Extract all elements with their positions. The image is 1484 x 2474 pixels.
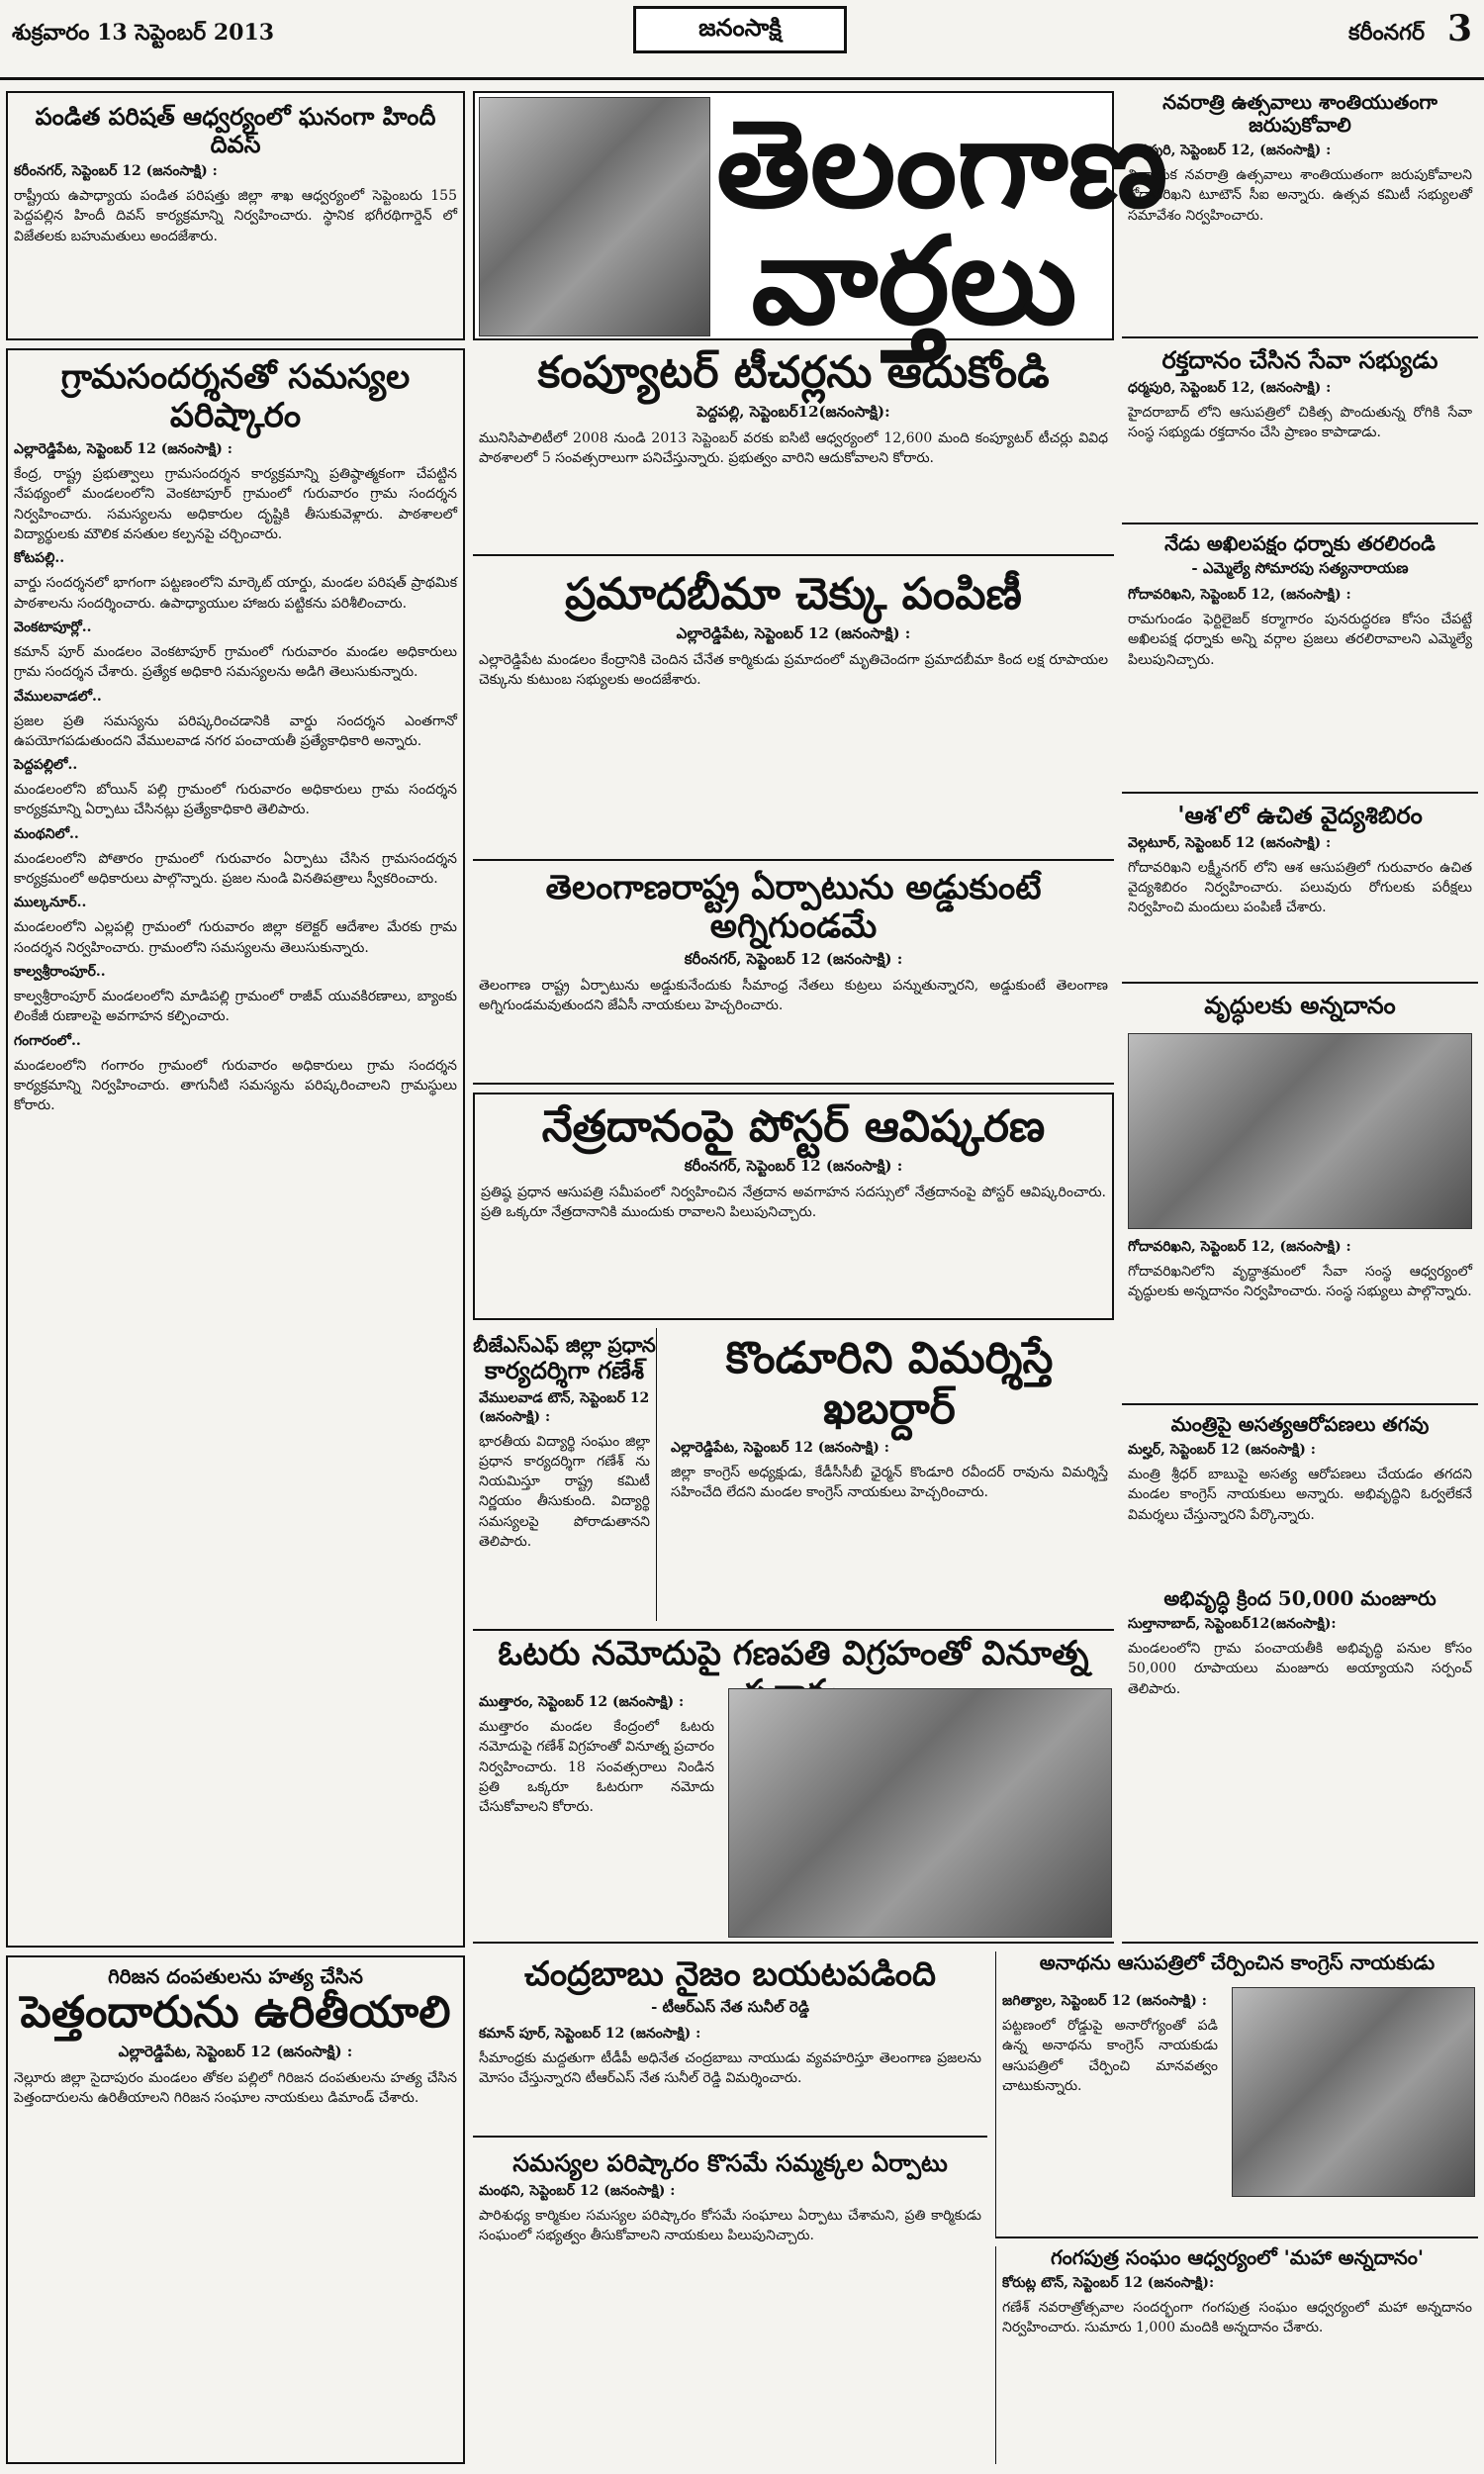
- subhead: కాల్వశ్రీరాంపూర్..: [14, 963, 106, 980]
- dateline: కోరుట్ల టౌన్, సెప్టెంబర్ 12 (జనంసాక్షి):: [1002, 2275, 1215, 2291]
- ganesh-idol-photo: [728, 1688, 1112, 1938]
- article-body: తెలంగాణ రాష్ట్ర ఏర్పాటును అడ్డుకునేందుకు సీమాంధ్ర నేతలు కుట్రలు పన్నుతున్నారని, అడ్డుకుంటే తెలంగాణ అగ్నిగుండమవుతుందని జేఏసీ నాయకులు హెచ్చరించారు.: [479, 978, 1108, 1014]
- dateline: ఎల్లారెడ్డిపేట, సెప్టెంబర్ 12 (జనంసాక్షి) :: [676, 623, 911, 642]
- article-body: నెల్లూరు జిల్లా సైదాపురం మండలం తోకల పల్లిలో గిరిజన దంపతులను హత్య చేసిన పెత్తందారులను ఉరితీయాలని గిరిజన సంఘాల నాయకులు డిమాండ్ చేశారు.: [14, 2069, 457, 2106]
- article-body: మండలంలోని బోయిన్ పల్లి గ్రామంలో గురువారం అధికారులు గ్రామ సందర్శన కార్యక్రమాన్ని ఏర్పాటు చేసినట్లు ప్రత్యేకాధికారి తెలిపారు.: [14, 782, 457, 818]
- banner-line-2: వార్తలు: [751, 209, 1077, 351]
- article-body: జిల్లా కాంగ్రెస్ అధ్యక్షుడు, కేడీసీసీబీ ఛైర్మన్ కొండూరి రవీందర్ రావును విమర్శిస్తే సహించేది లేదని మండల కాంగ్రెస్ నాయకులు హెచ్చరించారు.: [671, 1465, 1108, 1501]
- article-body: ముత్తారం మండల కేంద్రంలో ఓటరు నమోదుపై గణేశ్ విగ్రహంతో వినూత్న ప్రచారం నిర్వహించారు. 18 సంవత్సరాలు నిండిన ప్రతి ఒక్కరూ ఓటరుగా నమోదు చేసుకోవాలని కోరారు.: [479, 1719, 714, 1816]
- kicker: గిరిజన దంపతులను హత్య చేసిన: [108, 1964, 363, 1988]
- dateline: ధర్మపురి, సెప్టెంబర్ 12, (జనంసాక్షి) :: [1128, 379, 1332, 396]
- dateline: ముత్తారం, సెప్టెంబర్ 12 (జనంసాక్షి) :: [479, 1694, 685, 1710]
- article-body: కాల్వశ్రీరాంపూర్ మండలంలోని మాడిపల్లి గ్రామంలో రాజీవ్ యువకిరణాలు, బ్యాంకు లింకేజీ రుణాలపై అవగాహన కల్పించారు.: [14, 988, 457, 1025]
- article-hindi-divas: [6, 91, 465, 340]
- elderly-food-photo: [1128, 1033, 1472, 1229]
- headline: నవరాత్రి ఉత్సవాలు శాంతియుతంగా జరుపుకోవాలి: [1162, 90, 1438, 137]
- banner-text: [716, 92, 1168, 351]
- headline: మంత్రిపై అసత్యఆరోపణలు తగవు: [1170, 1412, 1430, 1436]
- dateline: కరీంనగర్, సెప్టెంబర్ 12 (జనంసాక్షి) :: [684, 950, 903, 969]
- dateline: వేములవాడ టౌన్, సెప్టెంబర్ 12 (జనంసాక్షి) :: [479, 1389, 650, 1425]
- headline: కంప్యూటర్ టీచర్లను ఆదుకోండి: [537, 347, 1050, 398]
- article-navaratri: [1122, 91, 1478, 338]
- article-body: గోదావరిఖనిలోని వృద్ధాశ్రమంలో సేవా సంస్థ ఆధ్వర్యంలో వృద్ధులకు అన్నదానం నిర్వహించారు. సంస్థ సభ్యులు పాల్గొన్నారు.: [1128, 1264, 1472, 1300]
- article-body: మునిసిపాలిటీలో 2008 నుండి 2013 సెప్టెంబర్ వరకు ఐసిటి ఆధ్వర్యంలో 12,600 మంది కంప్యూటర్ టీచర్లు వివిధ పాఠశాలలో 5 సంవత్సరాలుగా పనిచేస్తున్నారు. ప్రభుత్వం వారిని ఆదుకోవాలని కోరారు.: [479, 429, 1108, 466]
- article-body: ప్రజల ప్రతి సమస్యను పరిష్కరించడానికి వార్డు సందర్శన ఎంతగానో ఉపయోగపడుతుందని వేములవాడ నగర పంచాయతీ ప్రత్యేకాధికారి అన్నారు.: [14, 713, 457, 749]
- dateline: సుల్తానాబాద్, సెప్టెంబర్12(జనంసాక్షి):: [1128, 1616, 1337, 1632]
- article-body: ఎల్లారెడ్డిపేట మండలం కేంద్రానికి చెందిన చేనేత కార్మికుడు ప్రమాదంలో మృతిచెందగా ప్రమాదబీమా కింద లక్ష రూపాయల చెక్కును కుటుంబ సభ్యులకు అందజేశారు.: [479, 651, 1108, 688]
- article-eye-donation: [473, 1093, 1114, 1320]
- dateline: ఎల్లారెడ్డిపేట, సెప్టెంబర్ 12 (జనంసాక్షి) :: [118, 2042, 353, 2060]
- article-body: సీమాంధ్రకు మద్దతుగా టీడీపీ అధినేత చంద్రబాబు నాయుడు వ్యవహరిస్తూ తెలంగాణ ప్రజలను మోసం చేస్తున్నారని టీఆర్ఎస్ నేత సునీల్ రెడ్డి విమర్శించారు.: [479, 2050, 981, 2087]
- article-voter-registration: [473, 1629, 1114, 1944]
- elderly-text: [1122, 1233, 1478, 1306]
- headline: చంద్రబాబు నైజం బయటపడింది: [524, 1954, 936, 1994]
- fort-photo: [479, 97, 710, 336]
- article-body: రాష్ట్రీయ ఉపాధ్యాయ పండిత పరిషత్తు జిల్లా శాఖ ఆధ్వర్యంలో సెప్టెంబరు 155 పెద్దపల్లిన హిందీ దివస్ కార్యక్రమాన్ని నిర్వహించారు. స్థానిక భగీరథిగార్డెన్ లో విజేతలకు బహుమతులు అందజేశారు.: [14, 188, 457, 244]
- dateline: జగిత్యాల, సెప్టెంబర్ 12 (జనంసాక్షి) :: [1002, 1993, 1207, 2009]
- masthead: [0, 0, 1484, 80]
- article-problems-solution: [473, 2145, 987, 2464]
- headline: తెలంగాణరాష్ట్ర ఏర్పాటును అడ్డుకుంటే అగ్నిగుండమే: [545, 868, 1042, 947]
- article-body: హైదరాబాద్ లోని ఆసుపత్రిలో చికిత్స పొందుతున్న రోగికి సేవా సంస్థ సభ్యుడు రక్తదానం చేసి ప్రాణం కాపాడాడు.: [1128, 404, 1472, 440]
- dateline: ఎల్లారెడ్డిపేట, సెప్టెంబర్ 12 (జనంసాక్షి) :: [14, 441, 232, 458]
- article-minister-allegations: [1122, 1413, 1478, 1579]
- article-accident-insurance: [473, 564, 1114, 861]
- dateline: పెద్దపల్లి, సెప్టెంబర్12(జనంసాక్షి):: [696, 402, 890, 421]
- subhead: కోటపల్లి..: [14, 550, 65, 567]
- article-body: భారతీయ విద్యార్థి సంఘం జిల్లా ప్రధాన కార్యదర్శిగా గణేశ్ ను నియమిస్తూ రాష్ట్ర కమిటీ నిర్ణయం తీసుకుంది. విద్యార్థి సమస్యలపై పోరాడుతానని తెలిపారు.: [479, 1433, 650, 1551]
- headline: నేడు అఖిలపక్షం ధర్నాకు తరలిరండి: [1164, 531, 1436, 555]
- headline: గ్రామసందర్శనతో సమస్యల పరిష్కారం: [60, 357, 411, 436]
- subhead: ముల్కనూర్..: [14, 895, 87, 911]
- article-elderly-food: [1122, 992, 1478, 1405]
- dateline: ఎల్లారెడ్డిపేట, సెప్టెంబర్ 12 (జనంసాక్షి) :: [671, 1440, 889, 1457]
- headline: అనాథను ఆసుపత్రిలో చేర్పించిన కాంగ్రెస్ నాయకుడు: [1039, 1951, 1436, 1974]
- article-telangana-state: [473, 869, 1114, 1085]
- article-chandrababu: [473, 1951, 987, 2138]
- headline: అభివృద్ధి క్రింద 50,000 మంజూరు: [1163, 1586, 1437, 1610]
- subhead: వెంకటాపూర్లో..: [14, 618, 92, 635]
- article-body: వార్డు సందర్శనలో భాగంగా పట్టణంలోని మార్కెట్ యార్డు, మండల పరిషత్ ప్రాథమిక పాఠశాలను సందర్శించారు. ఉపాధ్యాయుల హాజరు పట్టికను పరిశీలించారు.: [14, 575, 457, 612]
- orphan-text: [996, 1987, 1224, 2100]
- banner-line-1: తెలంగాణ: [716, 92, 1168, 235]
- orphan-photo: [1232, 1987, 1475, 2197]
- article-bjsf-secretary: [473, 1328, 657, 1621]
- article-body: మండలంలోని గ్రామ పంచాయతీకి అభివృద్ధి పనుల కోసం 50,000 రూపాయలు మంజూరు అయ్యాయని సర్పంచ్ తెలిపారు.: [1128, 1641, 1472, 1697]
- article-blood-donation: [1122, 346, 1478, 524]
- dateline: వెల్గటూర్, సెప్టెంబర్ 12 (జనంసాక్షి) :: [1128, 834, 1332, 851]
- issue-date: శుక్రవారం 13 సెప్టెంబర్ 2013: [12, 20, 275, 46]
- dateline: మంథని, సెప్టెంబర్ 12 (జనంసాక్షి) :: [479, 2182, 676, 2199]
- kicker: బీజేఎస్ఎఫ్ జిల్లా ప్రధాన: [473, 1333, 656, 1357]
- headline: ఓటరు నమోదుపై గణపతి విగ్రహంతో వినూత్న: [498, 1634, 1089, 1673]
- edition-city: కరీంనగర్: [1347, 20, 1425, 46]
- headline: కొండూరిని విమర్శిస్తే ఖబర్దార్: [725, 1333, 1054, 1434]
- byline: - టీఆర్ఎస్ నేత సునీల్ రెడ్డి: [651, 1998, 809, 2017]
- page-number: 3: [1446, 8, 1472, 49]
- dateline: కరీంనగర్, సెప్టెంబర్ 12 (జనంసాక్షి) :: [14, 163, 218, 180]
- headline: పెత్తందారును ఉరితీయాలి: [20, 1987, 451, 2038]
- dateline: కరీంనగర్, సెప్టెంబర్ 12 (జనంసాక్షి) :: [684, 1156, 903, 1175]
- article-konduri-warning: [665, 1328, 1114, 1621]
- headline: కార్యదర్శిగా గణేశ్: [484, 1356, 645, 1384]
- article-body: పారిశుధ్య కార్మికుల సమస్యల పరిష్కారం కోసమే సంఘాలు ఏర్పాటు చేశామని, ప్రతి కార్మికుడు సంఘంలో సభ్యత్వం తీసుకోవాలని నాయకులు పిలుపునిచ్చారు.: [479, 2207, 981, 2243]
- dateline: మల్హర్, సెప్టెంబర్ 12 (జనంసాక్షి) :: [1128, 1442, 1316, 1458]
- article-village-visit: [6, 348, 465, 1948]
- subhead: వేములవాడలో..: [14, 688, 102, 705]
- headline: గంగపుత్ర సంఘం ఆధ్వర్యంలో 'మహా అన్నదానం': [1050, 2245, 1425, 2269]
- article-orphan-hospital: [995, 1951, 1478, 2238]
- article-body: మండలంలోని ఎల్లపల్లి గ్రామంలో గురువారం జిల్లా కలెక్టర్ ఆదేశాల మేరకు గ్రామ సందర్శన నిర్వహించారు. గ్రామంలోని సమస్యలను తెలుసుకున్నారు.: [14, 919, 457, 956]
- headline: రక్తదానం చేసిన సేవా సభ్యుడు: [1161, 345, 1438, 374]
- headline: వృద్ధులకు అన్నదానం: [1204, 991, 1396, 1019]
- newspaper-logo: జనంసాక్షి: [633, 6, 847, 53]
- article-body: గోదావరిఖని లక్ష్మీనగర్ లోని ఆశ ఆసుపత్రిలో గురువారం ఉచిత వైద్యశిబిరం నిర్వహించారు. పలువురు రోగులకు పరీక్షలు నిర్వహించి మందులు పంపిణీ చేశారు.: [1128, 859, 1472, 916]
- article-body: మండలంలోని పోతారం గ్రామంలో గురువారం ఏర్పాటు చేసిన గ్రామసందర్శన కార్యక్రమంలో అధికారులు పాల్గొన్నారు. ప్రజల నుండి వినతిపత్రాలు స్వీకరించారు.: [14, 850, 457, 888]
- telangana-news-banner: [473, 91, 1168, 351]
- article-body: మంత్రి శ్రీధర్ బాబుపై అసత్య ఆరోపణలు చేయడం తగదని మండల కాంగ్రెస్ నాయకులు అన్నారు. అభివృద్ధిని ఓర్వలేకనే విమర్శలు చేస్తున్నారని పేర్కొన్నారు.: [1128, 1467, 1472, 1523]
- dateline: కమాన్ పూర్, సెప్టెంబర్ 12 (జనంసాక్షి) :: [479, 2026, 701, 2043]
- article-all-party-dharna: [1122, 532, 1478, 794]
- article-body: వినాయక నవరాత్రి ఉత్సవాలు శాంతియుతంగా జరుపుకోవాలని గోదావరిఖని టూటౌన్ సీఐ అన్నారు. ఉత్సవ కమిటీ సభ్యులతో సమావేశం నిర్వహించారు.: [1128, 167, 1472, 224]
- article-tribal-couple: [6, 1955, 465, 2464]
- subhead: పెద్దపల్లిలో..: [14, 757, 78, 774]
- article-body: గణేశ్ నవరాత్రోత్సవాల సందర్భంగా గంగపుత్ర సంఘం ఆధ్వర్యంలో మహా అన్నదానం నిర్వహించారు. సుమారు 1,000 మందికి అన్నదానం చేశారు.: [1002, 2300, 1472, 2336]
- article-computer-teachers: [473, 348, 1114, 556]
- headline: నేత్రదానంపై పోస్టర్ ఆవిష్కరణ: [541, 1101, 1046, 1152]
- article-free-medical-camp: [1122, 802, 1478, 984]
- byline: - ఎమ్మెల్యే సోమారపు సత్యనారాయణ: [1191, 559, 1409, 577]
- article-body: కేంద్ర, రాష్ట్ర ప్రభుత్వాలు గ్రామసందర్శన కార్యక్రమాన్ని ప్రతిష్ఠాత్మకంగా చేపట్టిన నేపథ్యంలో మండలంలోని వెంకటాపూర్ గ్రామంలో గురువారం గ్రామ సందర్శన నిర్వహించారు. సమస్యలను అధికారుల దృష్టికి తీసుకువెళ్లారు. పాఠశాలలో విద్యార్థులకు మౌలిక వసతుల కల్పనపై చర్చించారు.: [14, 466, 457, 543]
- headline: పండిత పరిషత్ ఆధ్వర్యంలో ఘనంగా హిందీ దివస్: [35, 102, 436, 158]
- headline: ప్రమాదబీమా చెక్కు పంపిణీ: [565, 569, 1022, 619]
- article-body: రామగుండం ఫెర్టిలైజర్ కర్మాగారం పునరుద్ధరణ కోసం చేపట్టే అఖిలపక్ష ధర్నాకు అన్ని వర్గాల ప్రజలు తరలిరావాలని ఎమ్మెల్యే పిలుపునిచ్చారు.: [1128, 612, 1472, 668]
- headline: 'ఆశ'లో ఉచిత వైద్యశిబిరం: [1177, 801, 1423, 829]
- article-gangaputra-annadanam: [995, 2246, 1478, 2464]
- article-body: కమాన్ పూర్ మండలం వెంకటాపూర్ గ్రామంలో గురువారం మండల అధికారులు గ్రామ సందర్శన చేశారు. ప్రత్యేక అధికారి సమస్యలను అడిగి తెలుసుకున్నారు.: [14, 643, 457, 681]
- subhead: మంథనిలో..: [14, 825, 79, 842]
- article-body: పట్టణంలో రోడ్డుపై అనారోగ్యంతో పడి ఉన్న అనాథను కాంగ్రెస్ నాయకుడు ఆసుపత్రిలో చేర్పించి మానవత్వం చాటుకున్నారు.: [1002, 2018, 1218, 2094]
- headline: సమస్యల పరిష్కారం కొసమే సమ్మక్కల ఏర్పాటు: [512, 2148, 948, 2177]
- subhead: గంగారంలో..: [14, 1032, 81, 1049]
- article-body: మండలంలోని గంగారం గ్రామంలో గురువారం అధికారులు గ్రామ సందర్శన కార్యక్రమాన్ని నిర్వహించారు. తాగునీటి సమస్యను పరిష్కరించాలని గ్రామస్థులు కోరారు.: [14, 1057, 457, 1114]
- dateline: ధర్మపురి, సెప్టెంబర్ 12, (జనంసాక్షి) :: [1128, 143, 1332, 158]
- dateline: గోదావరిఖని, సెప్టెంబర్ 12, (జనంసాక్షి) :: [1128, 587, 1351, 603]
- article-body: ప్రతిష్ఠ ప్రధాన ఆసుపత్రి సమీపంలో నిర్వహించిన నేత్రదాన అవగాహన సదస్సులో నేత్రదానంపై పోస్టర్ ఆవిష్కరించారు. ప్రతి ఒక్కరూ నేత్రదానానికి ముందుకు రావాలని పిలుపునిచ్చారు.: [481, 1184, 1106, 1220]
- dateline: గోదావరిఖని, సెప్టెంబర్ 12, (జనంసాక్షి) :: [1128, 1239, 1351, 1255]
- article-development-grant: [1122, 1587, 1478, 1944]
- voter-text: [473, 1688, 720, 1821]
